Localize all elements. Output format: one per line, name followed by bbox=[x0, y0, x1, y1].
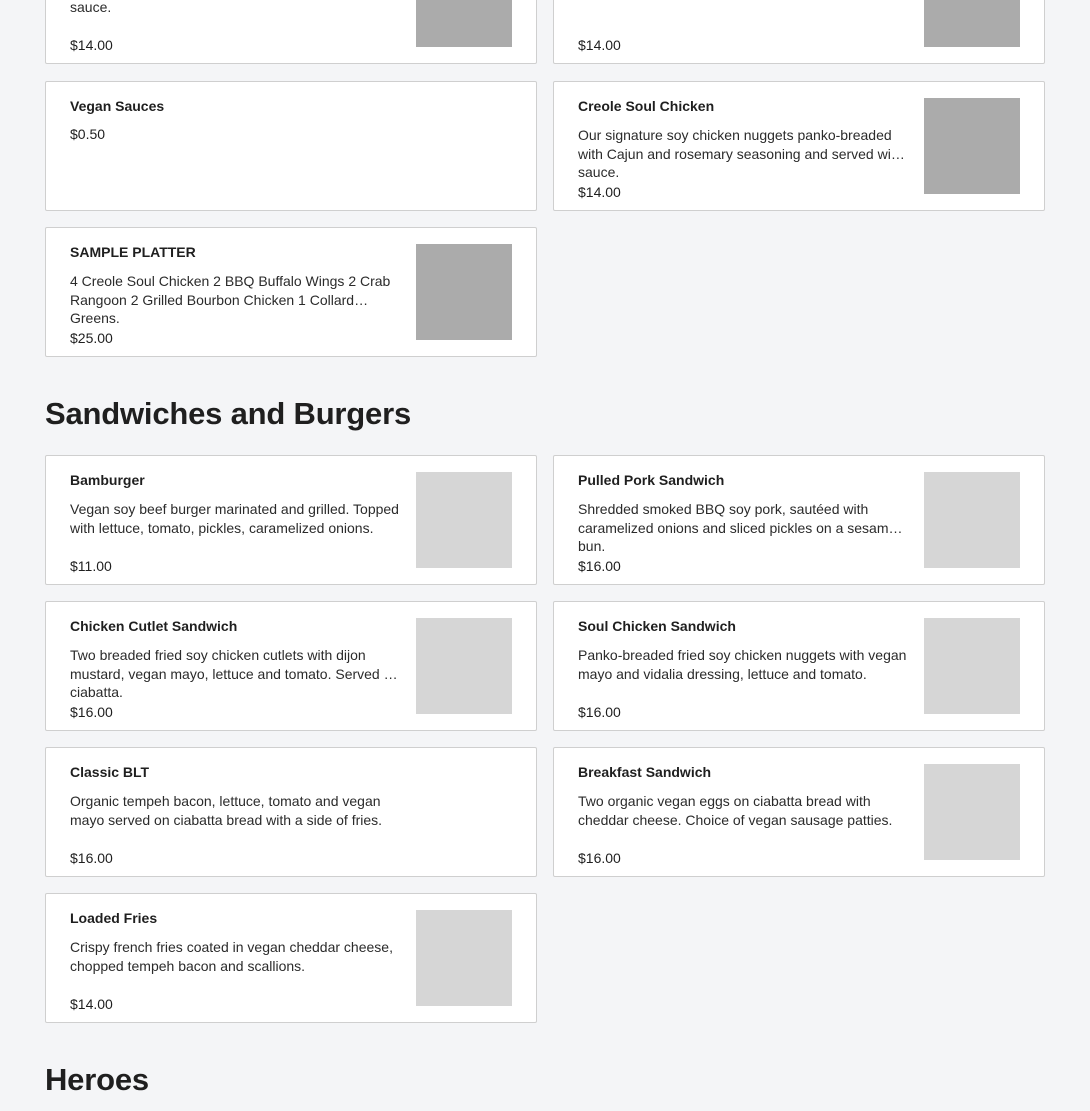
menu-item-description: Vegan soy beef burger marinated and grilled. Topped with lettuce, tomato, pickles, caramelized onions. bbox=[70, 501, 399, 536]
menu-item-card[interactable] bbox=[45, 0, 537, 64]
menu-item-card[interactable] bbox=[45, 601, 537, 731]
menu-item-price: $16.00 bbox=[578, 704, 621, 720]
menu-item-price: $16.00 bbox=[578, 558, 621, 574]
menu-item-price: $14.00 bbox=[70, 37, 113, 53]
menu-item-description: Shredded smoked BBQ soy pork, sautéed with caramelized onions and sliced pickles on a sesame bun. bbox=[578, 501, 897, 554]
menu-item-card[interactable] bbox=[45, 893, 537, 1023]
menu-item-image bbox=[416, 0, 512, 47]
menu-item-name: Vegan Sauces bbox=[70, 98, 165, 114]
menu-item-card[interactable] bbox=[553, 601, 1045, 731]
menu-item-image bbox=[416, 472, 512, 568]
menu-item-name: Breakfast Sandwich bbox=[578, 764, 712, 780]
menu-item-image bbox=[924, 472, 1020, 568]
menu-item-description: 4 Creole Soul Chicken 2 BBQ Buffalo Wings 2 Crab Rangoon 2 Grilled Bourbon Chicken 1 Collard Greens. bbox=[70, 273, 391, 326]
menu-item-description: Crispy french fries coated in vegan cheddar cheese, chopped tempeh bacon and scallions. bbox=[70, 939, 393, 974]
menu-item-card[interactable] bbox=[553, 747, 1045, 877]
menu-item-name: SAMPLE PLATTER bbox=[70, 244, 196, 260]
menu-item-price: $16.00 bbox=[70, 704, 113, 720]
menu-item-name: Soul Chicken Sandwich bbox=[578, 618, 736, 634]
menu-item-description: Organic tempeh bacon, lettuce, tomato and vegan mayo served on ciabatta bread with a side of fries. bbox=[70, 793, 383, 828]
section-title: Heroes bbox=[45, 1062, 149, 1097]
menu-item-name: Loaded Fries bbox=[70, 910, 158, 926]
menu-item-price: $16.00 bbox=[578, 850, 621, 866]
menu-item-card[interactable] bbox=[45, 81, 537, 211]
menu-item-price: $14.00 bbox=[70, 996, 113, 1012]
menu-item-price: $25.00 bbox=[70, 330, 113, 346]
menu-item-image bbox=[416, 910, 512, 1006]
menu-item-image bbox=[924, 764, 1020, 860]
menu-item-price: $16.00 bbox=[70, 850, 113, 866]
menu-item-name: Bamburger bbox=[70, 472, 145, 488]
menu-item-name: Chicken Cutlet Sandwich bbox=[70, 618, 238, 634]
menu-item-card[interactable] bbox=[45, 455, 537, 585]
menu-item-description: Our signature soy chicken nuggets panko-breaded with Cajun and rosemary seasoning and served with sauce. bbox=[578, 127, 903, 180]
menu-item-card[interactable] bbox=[45, 227, 537, 357]
menu-item-description: sauce. bbox=[70, 0, 112, 15]
menu-item-name: Pulled Pork Sandwich bbox=[578, 472, 725, 488]
menu-item-image bbox=[924, 98, 1020, 194]
menu-item-description: Two breaded fried soy chicken cutlets with dijon mustard, vegan mayo, lettuce and tomato. Served on ciabatta. bbox=[70, 647, 400, 700]
menu-item-name: Classic BLT bbox=[70, 764, 150, 780]
menu-item-card[interactable] bbox=[553, 81, 1045, 211]
menu-item-image bbox=[924, 618, 1020, 714]
menu-item-image bbox=[416, 618, 512, 714]
menu-item-card[interactable] bbox=[553, 455, 1045, 585]
menu-item-card[interactable] bbox=[553, 0, 1045, 64]
menu-item-price: $14.00 bbox=[578, 184, 621, 200]
menu-item-card[interactable] bbox=[45, 747, 537, 877]
menu-item-image bbox=[924, 0, 1020, 47]
menu-item-price: $0.50 bbox=[70, 126, 106, 142]
menu-item-name: Creole Soul Chicken bbox=[578, 98, 715, 114]
menu-item-image bbox=[416, 244, 512, 340]
menu-item-description: Two organic vegan eggs on ciabatta bread with cheddar cheese. Choice of vegan sausage patties. bbox=[578, 793, 893, 828]
section-title: Sandwiches and Burgers bbox=[45, 396, 411, 431]
menu-item-description: Panko-breaded fried soy chicken nuggets with vegan mayo and vidalia dressing, lettuce and tomato. bbox=[578, 647, 907, 682]
menu-item-price: $14.00 bbox=[578, 37, 621, 53]
menu-item-price: $11.00 bbox=[70, 558, 112, 574]
